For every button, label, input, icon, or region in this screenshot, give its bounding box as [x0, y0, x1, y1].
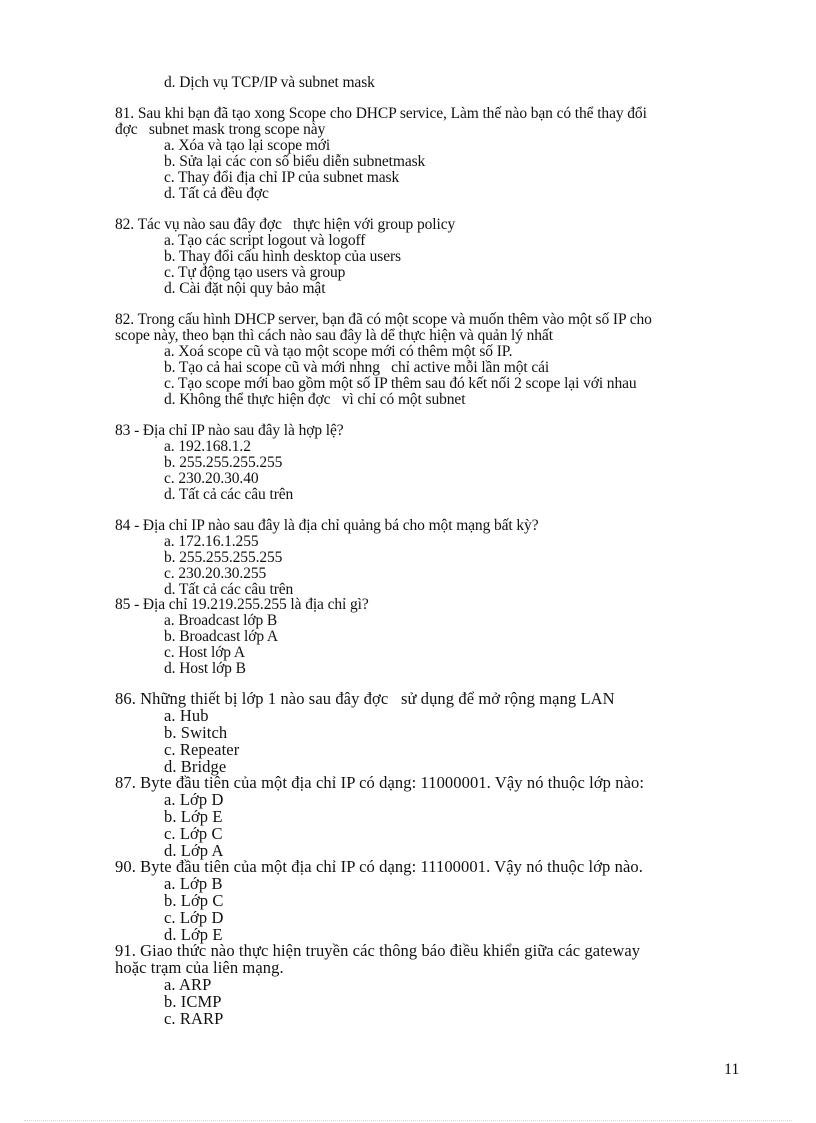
- answer-option: b. Tạo cả hai scope cũ và mới nhng chỉ active mỗi lần một cái: [164, 359, 550, 376]
- answer-option: d. Tất cả các câu trên: [164, 486, 294, 503]
- page-number: 11: [724, 1061, 740, 1078]
- answer-option: a. ARP: [164, 975, 212, 994]
- question-text: 82. Trong cấu hình DHCP server, bạn đã có một scope và muốn thêm vào một số IP cho: [115, 311, 652, 328]
- answer-option: a. Hub: [164, 706, 209, 725]
- answer-option: c. 230.20.30.255: [164, 565, 267, 582]
- answer-option: b. Lớp E: [164, 807, 223, 826]
- answer-option: d. Host lớp B: [164, 660, 246, 677]
- answer-option: c. RARP: [164, 1009, 224, 1028]
- answer-option: d. Dịch vụ TCP/IP và subnet mask: [164, 74, 375, 91]
- answer-option: c. Lớp D: [164, 908, 224, 927]
- question-text: scope này, theo bạn thì cách nào sau đây là dể thực hiện và quản lý nhất: [115, 327, 553, 344]
- question-text: 84 - Địa chỉ IP nào sau đây là địa chỉ quảng bá cho một mạng bất kỳ?: [115, 517, 539, 534]
- answer-option: b. Broadcast lớp A: [164, 628, 279, 645]
- answer-option: d. Tất cả các câu trên: [164, 581, 294, 598]
- answer-option: a. Lớp D: [164, 790, 224, 809]
- question-text: 81. Sau khi bạn đã tạo xong Scope cho DHCP service, Làm thế nào bạn có thể thay đổi: [115, 105, 647, 122]
- answer-option: a. Lớp B: [164, 874, 223, 893]
- answer-option: d. Cài đặt nội quy bảo mật: [164, 280, 326, 297]
- question-text: 90. Byte đầu tiên của một địa chỉ IP có dạng: 11100001. Vậy nó thuộc lớp nào.: [115, 857, 643, 876]
- answer-option: a. Broadcast lớp B: [164, 612, 278, 629]
- answer-option: d. Lớp A: [164, 841, 224, 860]
- page-bottom-border: [24, 1120, 792, 1121]
- answer-option: c. Tự động tạo users và group: [164, 264, 346, 281]
- question-text: 86. Những thiết bị lớp 1 nào sau đây đợc sử dụng để mở rộng mạng LAN: [115, 689, 615, 708]
- answer-option: a. Xóa và tạo lại scope mới: [164, 137, 331, 154]
- answer-option: d. Tất cả đều đợc: [164, 185, 269, 202]
- answer-option: d. Bridge: [164, 757, 227, 776]
- question-text: 83 - Địa chỉ IP nào sau đây là hợp lệ?: [115, 422, 344, 439]
- answer-option: a. Xoá scope cũ và tạo một scope mới có thêm một số IP.: [164, 343, 513, 360]
- answer-option: c. Lớp C: [164, 824, 223, 843]
- answer-option: c. Host lớp A: [164, 644, 245, 661]
- answer-option: b. ICMP: [164, 992, 222, 1011]
- question-text: 85 - Địa chỉ 19.219.255.255 là địa chỉ gì?: [115, 596, 369, 613]
- answer-option: b. Thay đổi cấu hình desktop của users: [164, 248, 401, 265]
- answer-option: a. 192.168.1.2: [164, 438, 251, 455]
- answer-option: b. 255.255.255.255: [164, 454, 283, 471]
- answer-option: c. Tạo scope mới bao gồm một số IP thêm sau đó kết nối 2 scope lại với nhau: [164, 375, 637, 392]
- answer-option: c. 230.20.30.40: [164, 470, 259, 487]
- answer-option: b. 255.255.255.255: [164, 549, 283, 566]
- question-text: 91. Giao thức nào thực hiện truyền các thông báo điều khiển giữa các gateway: [115, 941, 641, 960]
- question-text: 82. Tác vụ nào sau đây đợc thực hiện với group policy: [115, 216, 456, 233]
- question-text: đợc subnet mask trong scope này: [115, 121, 326, 138]
- answer-option: b. Switch: [164, 723, 228, 742]
- question-text: 87. Byte đầu tiên của một địa chỉ IP có dạng: 11000001. Vậy nó thuộc lớp nào:: [115, 773, 645, 792]
- answer-option: a. Tạo các script logout và logoff: [164, 232, 366, 249]
- answer-option: d. Lớp E: [164, 925, 223, 944]
- answer-option: c. Thay đổi địa chỉ IP của subnet mask: [164, 169, 400, 186]
- answer-option: b. Lớp C: [164, 891, 224, 910]
- question-text: hoặc trạm của liên mạng.: [115, 958, 284, 977]
- answer-option: d. Không thể thực hiện đợc vì chỉ có một subnet: [164, 391, 466, 408]
- answer-option: c. Repeater: [164, 740, 240, 759]
- answer-option: b. Sửa lại các con số biểu diễn subnetmask: [164, 153, 426, 170]
- answer-option: a. 172.16.1.255: [164, 533, 259, 550]
